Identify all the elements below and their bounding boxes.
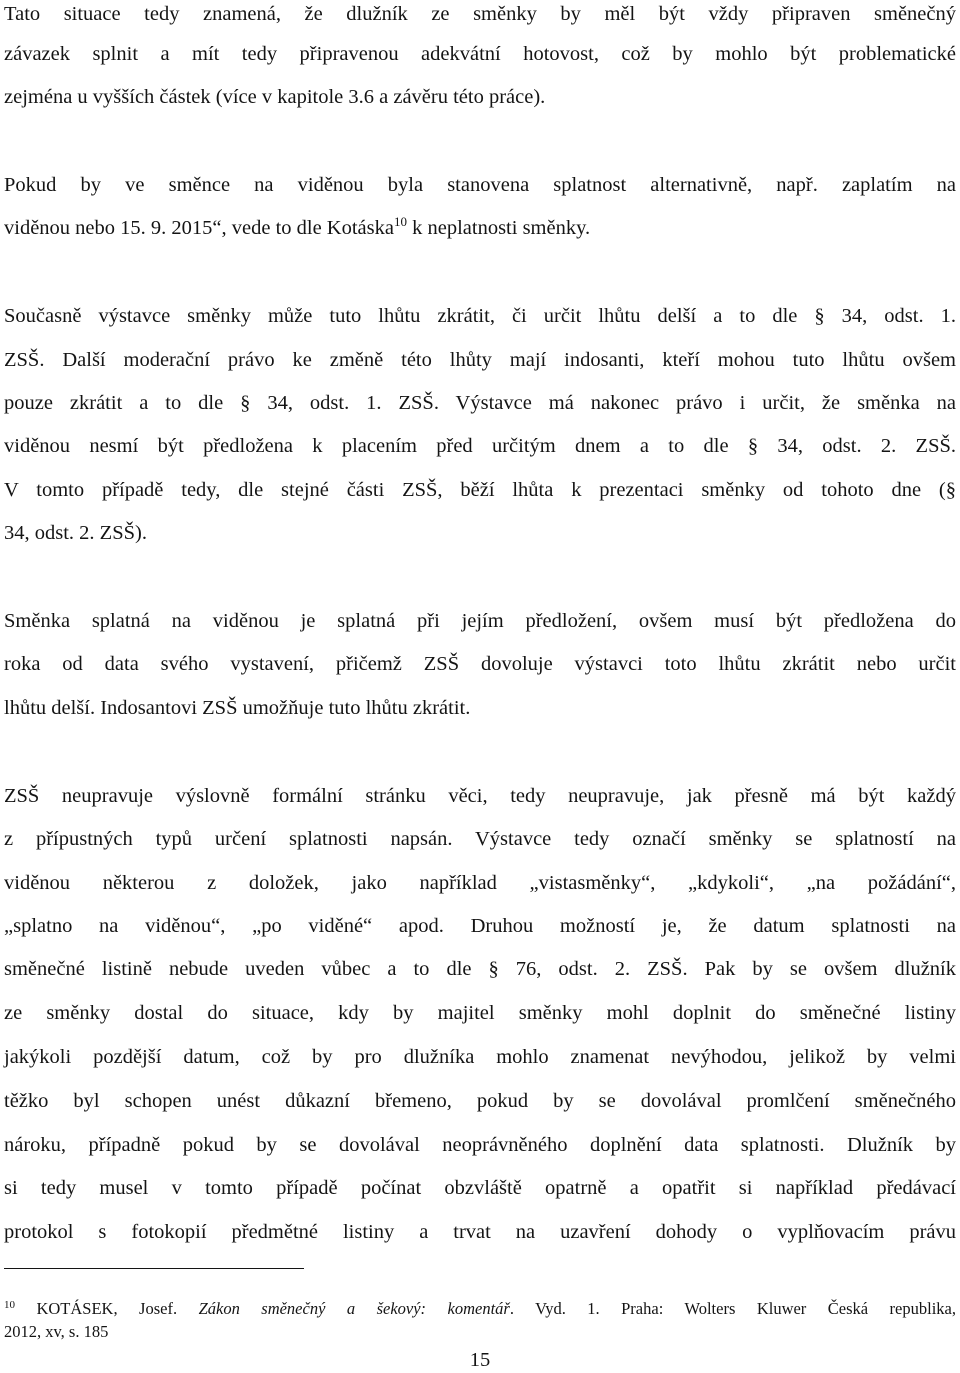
paragraph-5-line-8: těžko byl schopen unést důkazní břemeno, pokud by se dovolával promlčení směnečného [4, 1090, 956, 1112]
paragraph-5-line-6: ze směnky dostal do situace, kdy by majitel směnky mohl doplnit do směnečné listiny [4, 1002, 956, 1024]
paragraph-1-line-3: zejména u vyšších částek (více v kapitole 3.6 a závěru této práce). [4, 86, 546, 108]
footnote-line-1 [4, 1298, 956, 1320]
paragraph-4-line-1: Směnka splatná na viděnou je splatná při jejím předložení, ovšem musí být předložena do [4, 610, 956, 632]
paragraph-5-line-1: ZSŠ neupravuje výslovně formální stránku věci, tedy neupravuje, jak přesně má být každý [4, 785, 956, 807]
paragraph-1-line-2: závazek splnit a mít tedy připravenou adekvátní hotovost, což by mohlo být problematické [4, 43, 956, 65]
paragraph-5-line-11: protokol s fotokopií předmětné listiny a trvat na uzavření dohody o vyplňovacím právu [4, 1221, 956, 1243]
footnote-separator [4, 1268, 304, 1269]
paragraph-4-line-3: lhůtu delší. Indosantovi ZSŠ umožňuje tuto lhůtu zkrátit. [4, 697, 471, 719]
paragraph-3-line-4: viděnou nesmí být předložena k placením před určitým dnem a to dle § 34, odst. 2. ZSŠ. [4, 435, 956, 457]
paragraph-3-line-5: V tomto případě tedy, dle stejné části ZSŠ, běží lhůta k prezentaci směnky od tohoto dne (§ [4, 479, 956, 501]
footnote-line-2: 2012, xv, s. 185 [4, 1322, 109, 1341]
paragraph-5-line-7: jakýkoli pozdější datum, což by pro dlužníka mohlo znamenat nevýhodou, jelikož by velmi [4, 1046, 956, 1068]
paragraph-4-line-2: roka od data svého vystavení, přičemž ZSŠ dovoluje výstavci toto lhůtu zkrátit nebo určit [4, 653, 956, 675]
paragraph-3-line-2: ZSŠ. Další moderační právo ke změně této lhůty mají indosanti, kteří mohou tuto lhůtu ovšem [4, 349, 956, 371]
footnote-reference: 10 [393, 214, 407, 229]
paragraph-2-text-after-ref: k neplatnosti směnky. [406, 217, 591, 239]
footnote-author: KOTÁSEK, Josef. [36, 1299, 178, 1318]
paragraph-3-line-1: Současně výstavce směnky může tuto lhůtu zkrátit, či určit lhůtu delší a to dle § 34, odst. 1. [4, 305, 956, 327]
paragraph-2-line-2 [4, 214, 956, 242]
footnote-title: Zákon směnečný a šekový: komentář [198, 1299, 510, 1318]
paragraph-5-line-10: si tedy musel v tomto případě počínat obzvláště opatrně a opatřit si například předávací [4, 1177, 956, 1199]
paragraph-5-line-9: nároku, případně pokud by se dovolával neoprávněného doplnění data splatnosti. Dlužník by [4, 1134, 956, 1156]
paragraph-2-text-before-ref: viděnou nebo 15. 9. 2015“, vede to dle Kotáska [4, 217, 394, 239]
paragraph-5-line-5: směnečné listině nebude uveden vůbec a to dle § 76, odst. 2. ZSŠ. Pak by se ovšem dlužník [4, 958, 956, 980]
paragraph-2-line-1: Pokud by ve směnce na viděnou byla stanovena splatnost alternativně, např. zaplatím na [4, 174, 956, 196]
page-number: 15 [469, 1349, 491, 1371]
paragraph-3-line-6: 34, odst. 2. ZSŠ). [4, 522, 147, 544]
paragraph-1-line-1: Tato situace tedy znamená, že dlužník ze směnky by měl být vždy připraven směnečný [4, 3, 956, 25]
paragraph-3-line-3: pouze zkrátit a to dle § 34, odst. 1. ZSŠ. Výstavce má nakonec právo i určit, že směnka na [4, 392, 956, 414]
paragraph-5-line-3: viděnou některou z doložek, jako například „vistasměnky“, „kdykoli“, „na požádání“, [4, 872, 956, 894]
footnote-publication: . Vyd. 1. Praha: Wolters Kluwer Česká republika, [509, 1299, 956, 1318]
footnote-number: 10 [4, 1299, 15, 1311]
paragraph-5-line-2: z přípustných typů určení splatnosti napsán. Výstavce tedy označí směnky se splatností na [4, 828, 956, 850]
paragraph-5-line-4: „splatno na viděnou“, „po viděné“ apod. Druhou možností je, že datum splatnosti na [4, 915, 956, 937]
